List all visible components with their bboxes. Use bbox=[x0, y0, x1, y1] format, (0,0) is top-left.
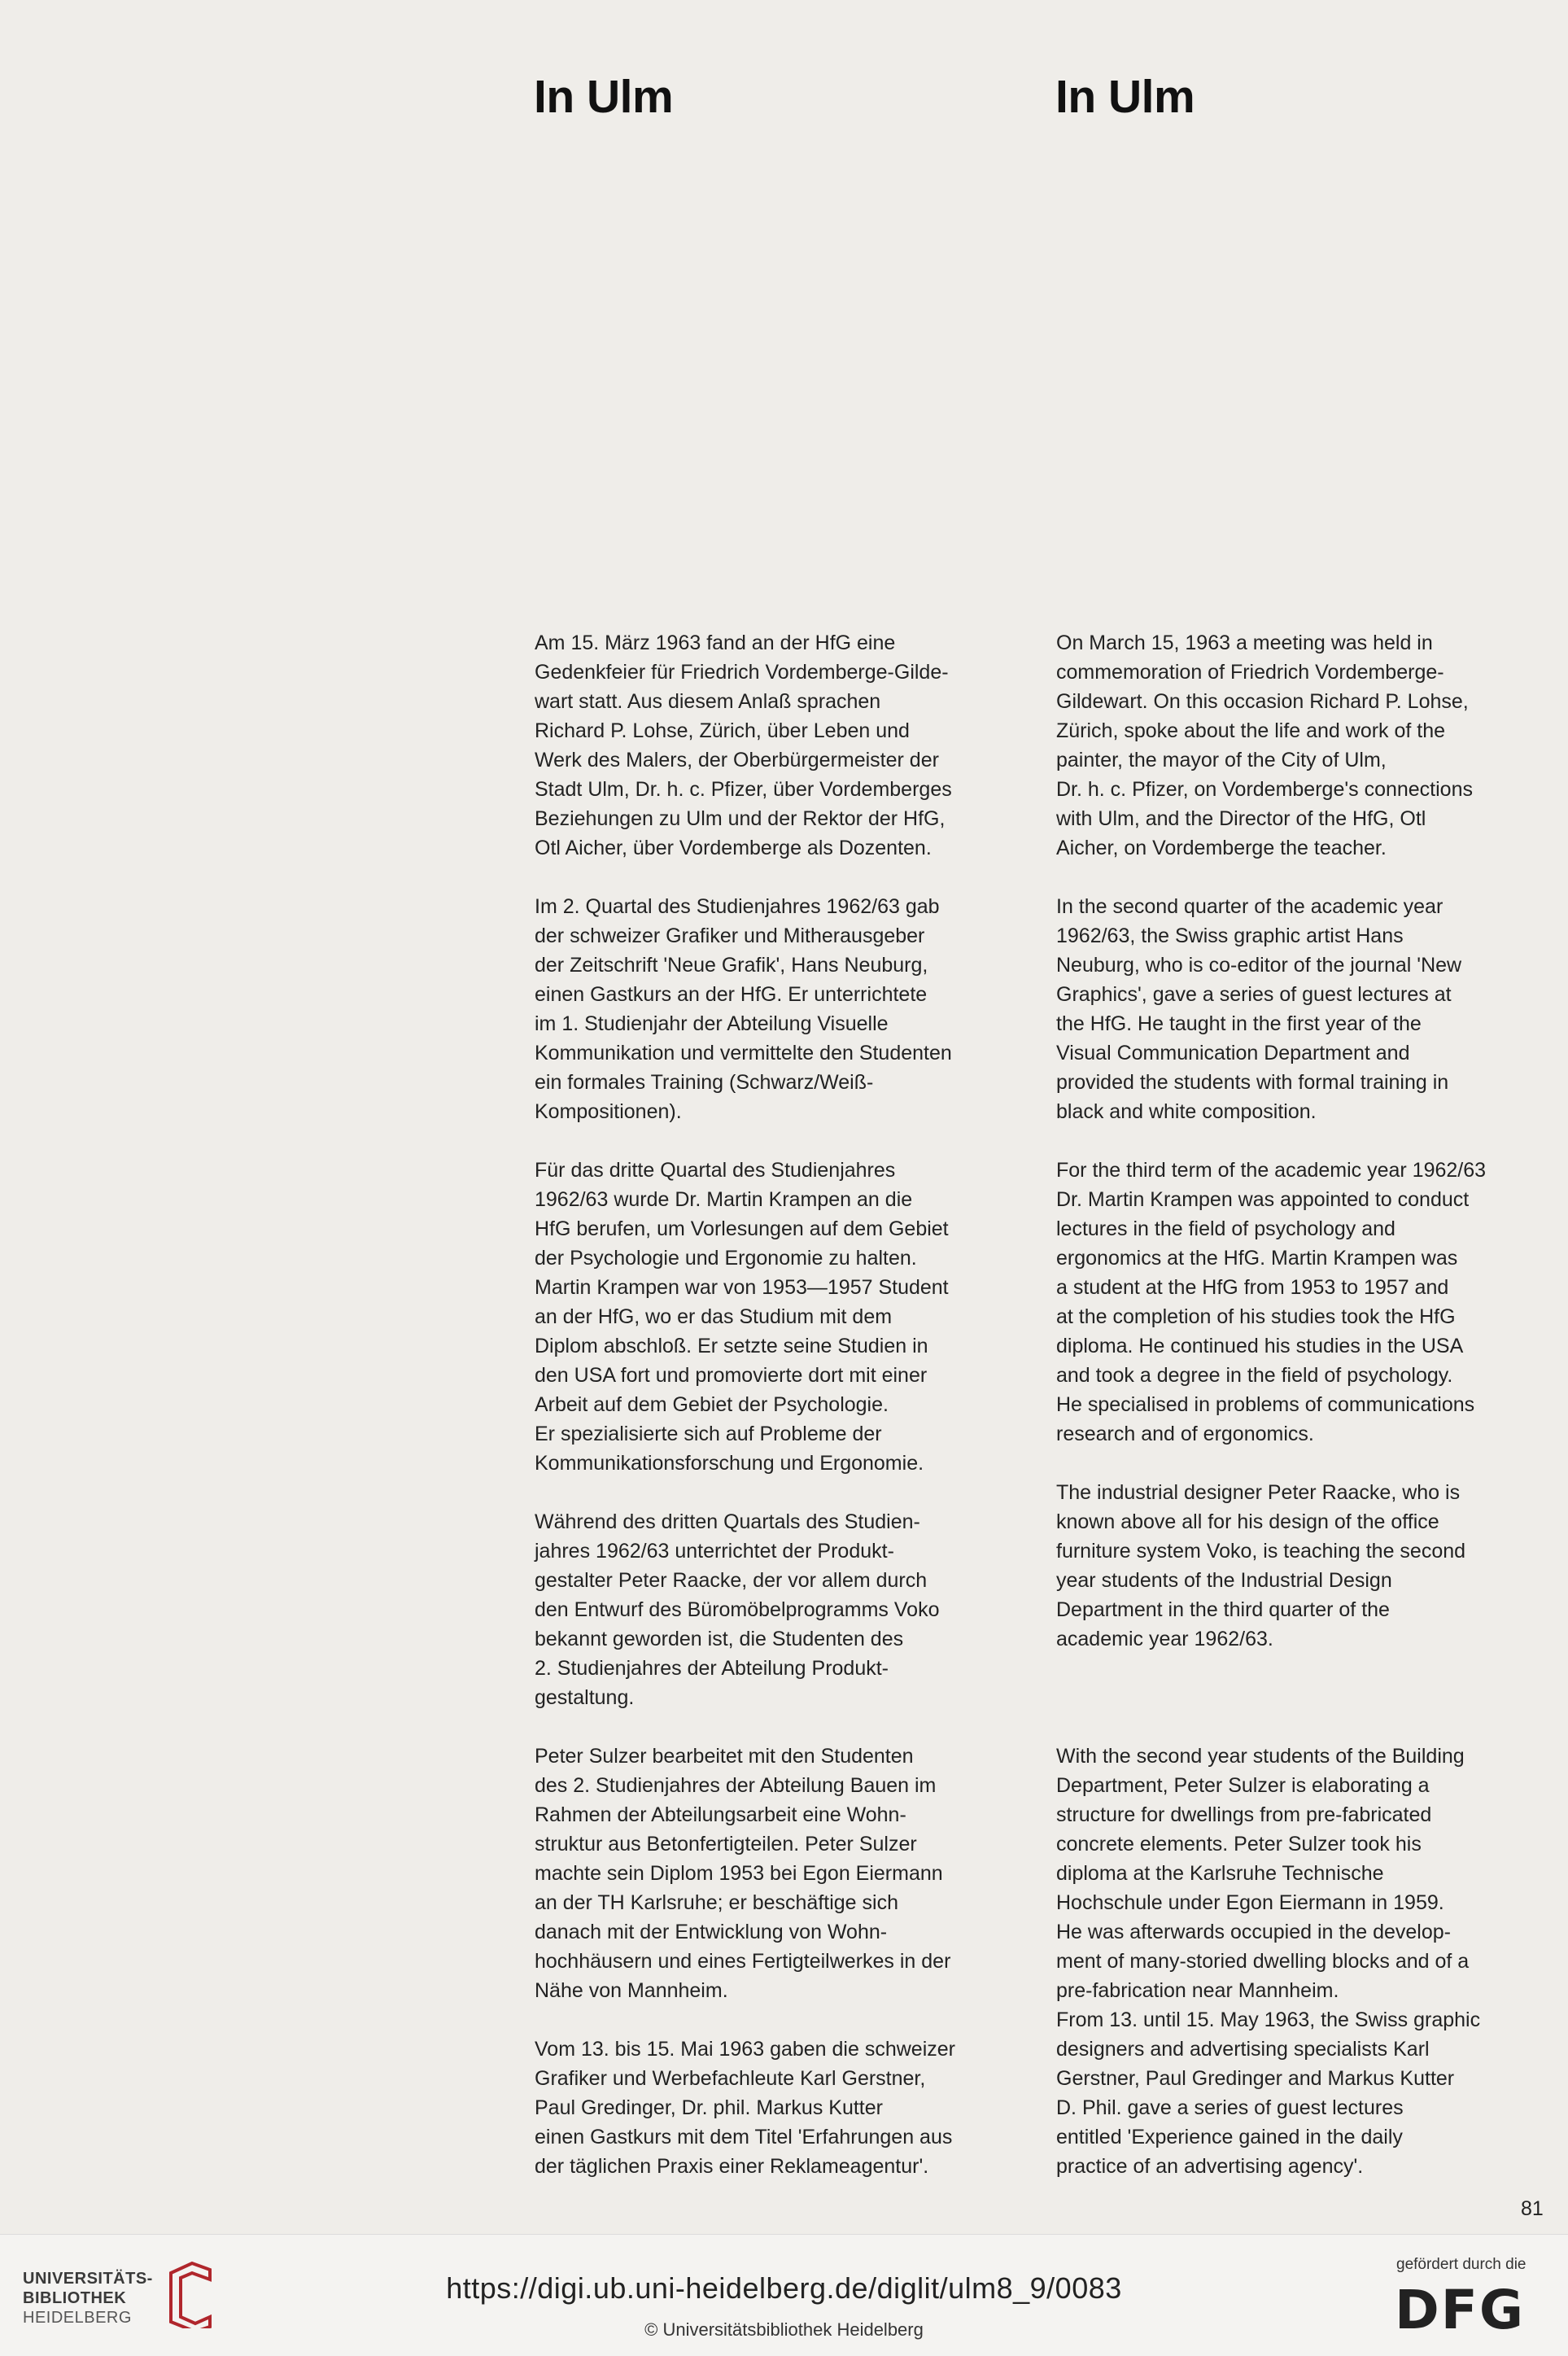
page-title-english: In Ulm bbox=[1055, 71, 1195, 123]
english-paragraph: With the second year students of the Building Department, Peter Sulzer is elaborating a structure for dwellings from pre-fabricated concrete elements. Peter Sulzer took his diploma at the Karlsruhe Technische Hochschule under Egon Eiermann in 1959. He was afterwards occupied in the develop- ment of many-storied dwelling blocks and of a pre-fabrication near Mannheim. From 13. until 15. May 1963, the Swiss graphic designers and advertising specialists Karl Gerstner, Paul Gredinger and Markus Kutter D. Phil. gave a series of guest lectures entitled 'Experience gained in the daily practice of an advertising agency'. bbox=[1056, 1745, 1481, 2178]
funding-note: gefördert durch die bbox=[1396, 2256, 1527, 2273]
german-paragraph: Während des dritten Quartals des Studien- jahres 1962/63 unterrichtet der Produkt- gestalter Peter Raacke, der vor allem durch den Entwurf des Büromöbelprogramms Voko bekannt geworden ist, die Studenten des 2. Studienjahres der Abteilung Produkt- gestaltung. bbox=[535, 1510, 940, 1709]
german-paragraph: Im 2. Quartal des Studienjahres 1962/63 gab der schweizer Grafiker und Mitherausgeber der Zeitschrift 'Neue Grafik', Hans Neuburg, einen Gastkurs an der HfG. Er unterrichtete im 1. Studienjahr der Abteilung Visuelle Kommunikation und vermittelte den Studenten ein formales Training (Schwarz/Weiß- Kompositionen). bbox=[535, 895, 952, 1123]
english-paragraph: The industrial designer Peter Raacke, who is known above all for his design of the office furniture system Voko, is teaching the second year students of the Industrial Design Department in the third quarter of the academic year 1962/63. bbox=[1056, 1481, 1466, 1650]
english-paragraph: In the second quarter of the academic year 1962/63, the Swiss graphic artist Hans Neuburg, who is co-editor of the journal 'New Graphics', gave a series of guest lectures at the HfG. He taught in the first year of the Visual Communication Department and provided the students with formal training in black and white composition. bbox=[1056, 895, 1462, 1123]
page-number: 81 bbox=[1521, 2197, 1544, 2220]
german-paragraph: Für das dritte Quartal des Studienjahres 1962/63 wurde Dr. Martin Krampen an die HfG berufen, um Vorlesungen auf dem Gebiet der Psychologie und Ergonomie zu halten. Martin Krampen war von 1953—1957 Student an der HfG, wo er das Studium mit dem Diplom abschloß. Er setzte seine Studien in den USA fort und promovierte dort mit einer Arbeit auf dem Gebiet der Psychologie. Er spezialisierte sich auf Probleme der Kommunikationsforschung und Ergonomie. bbox=[535, 1159, 949, 1475]
library-name-line2: BIBLIOTHEK bbox=[23, 2289, 127, 2307]
english-column bbox=[1056, 628, 1544, 2181]
english-paragraph: For the third term of the academic year 1962/63 Dr. Martin Krampen was appointed to conduct lectures in the field of psychology and ergonomics at the HfG. Martin Krampen was a student at the HfG from 1953 to 1957 and at the completion of his studies took the HfG diploma. He continued his studies in the USA and took a degree in the field of psychology. He specialised in problems of communications research and of ergonomics. bbox=[1056, 1159, 1487, 1445]
library-name-line3: HEIDELBERG bbox=[23, 2309, 132, 2327]
english-paragraph: On March 15, 1963 a meeting was held in commemoration of Friedrich Vordemberge- Gildewart. On this occasion Richard P. Lohse, Zürich, spoke about the life and work of the painter, the mayor of the City of Ulm, Dr. h. c. Pfizer, on Vordemberge's connections with Ulm, and the Director of the HfG, Otl Aicher, on Vordemberge the teacher. bbox=[1056, 632, 1473, 859]
german-column bbox=[535, 628, 1023, 2181]
dfg-logo[interactable]: DFG bbox=[1395, 2279, 1526, 2341]
german-paragraph: Vom 13. bis 15. Mai 1963 gaben die schweizer Grafiker und Werbefachleute Karl Gerstner, Paul Gredinger, Dr. phil. Markus Kutter einen Gastkurs mit dem Titel 'Erfahrungen aus der täglichen Praxis einer Reklameagentur'. bbox=[535, 2038, 955, 2178]
page-title-german: In Ulm bbox=[534, 71, 674, 123]
library-name-line1: UNIVERSITÄTS- bbox=[23, 2270, 153, 2288]
document-url-link[interactable]: https://digi.ub.uni-heidelberg.de/diglit/ulm8_9/0083 bbox=[446, 2271, 1122, 2305]
copyright-notice: © Universitätsbibliothek Heidelberg bbox=[644, 2319, 924, 2340]
german-paragraph: Peter Sulzer bearbeitet mit den Studenten des 2. Studienjahres der Abteilung Bauen im Rahmen der Abteilungsarbeit eine Wohn- struktur aus Betonfertigteilen. Peter Sulzer machte sein Diplom 1953 bei Egon Eiermann an der TH Karlsruhe; er beschäftige sich danach mit der Entwicklung von Wohn- hochhäusern und eines Fertigteilwerkes in der Nähe von Mannheim. bbox=[535, 1745, 951, 2002]
german-paragraph: Am 15. März 1963 fand an der HfG eine Gedenkfeier für Friedrich Vordemberge-Gilde- wart statt. Aus diesem Anlaß sprachen Richard P. Lohse, Zürich, über Leben und Werk des Malers, der Oberbürgermeister der Stadt Ulm, Dr. h. c. Pfizer, über Vordemberges Beziehungen zu Ulm und der Rektor der HfG, Otl Aicher, über Vordemberge als Dozenten. bbox=[535, 632, 952, 859]
